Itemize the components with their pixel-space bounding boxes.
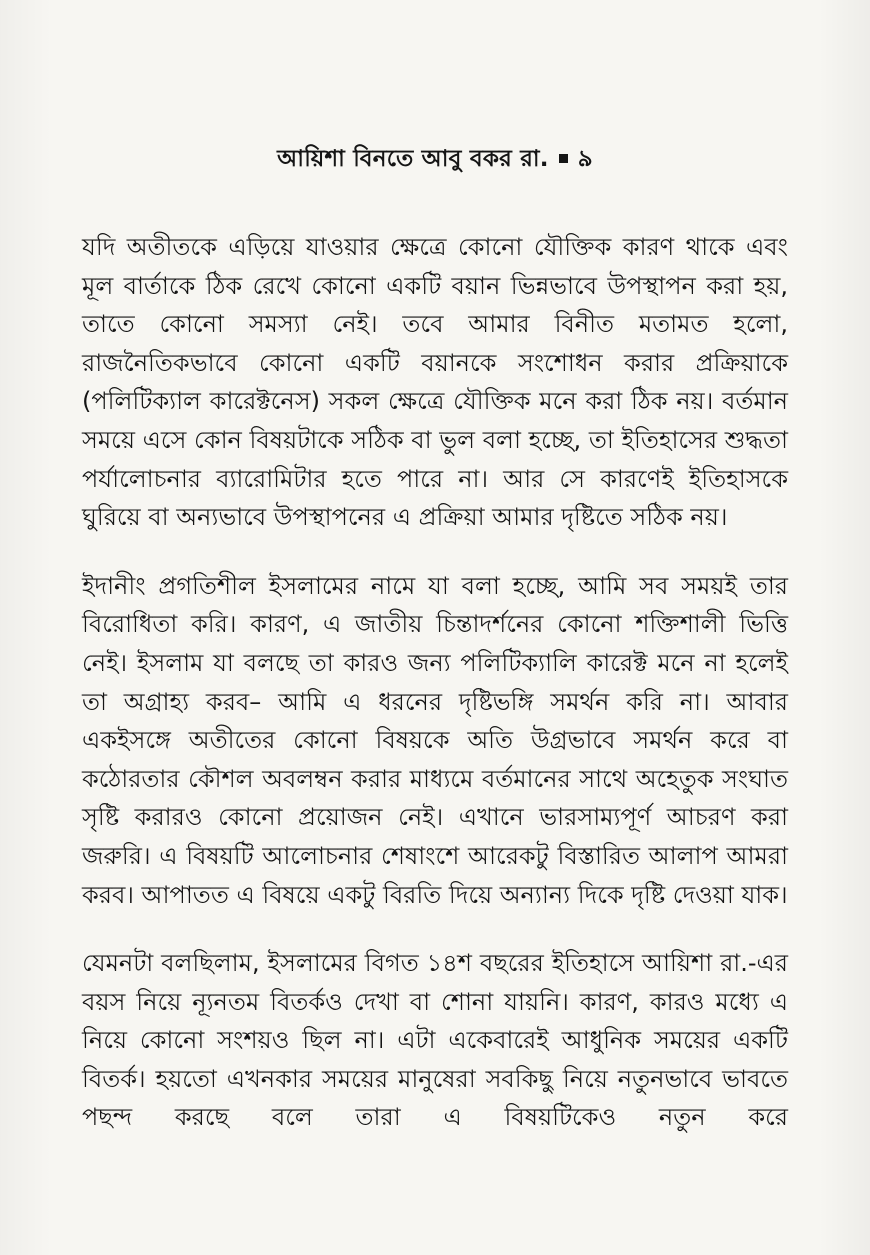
paragraph-2: ইদানীং প্রগতিশীল ইসলামের নামে যা বলা হচ্ছে, আমি সব সময়ই তার বিরোধিতা করি। কারণ, এ জাতীয় চিন্তাদর্শনের কোনো শক্তিশালী ভিত্তি নেই। ইসলাম যা বলছে তা কারও জন্য পলিটিক্যালি কারেক্ট মনে না হলেই তা অগ্রাহ্য করব– আমি এ ধরনের দৃষ্টিভঙ্গি সমর্থন করি না। আবার একইসঙ্গে অতীতের কোনো বিষয়কে অতি উগ্রভাবে সমর্থন করে বা কঠোরতার কৌশল অবলম্বন করার মাধ্যমে বর্তমানের সাথে অহেতুক সংঘাত সৃষ্টি করারও কোনো প্রয়োজন নেই। এখানে ভারসাম্যপূর্ণ আচরণ করা জরুরি। এ বিষয়টি আলোচনার শেষাংশে আরেকটু বিস্তারিত আলাপ আমরা করব। আপাতত এ বিষয়ে একটু বিরতি দিয়ে অন্যান্য দিকে দৃষ্টি দেওয়া যাক। xyxy=(82,571,788,909)
running-title: আয়িশা বিনতে আবু বকর রা. xyxy=(277,146,549,172)
body-text xyxy=(82,228,788,1167)
square-separator-icon xyxy=(559,154,568,163)
paragraph-1: যদি অতীতকে এড়িয়ে যাওয়ার ক্ষেত্রে কোনো যৌক্তিক কারণ থাকে এবং মূল বার্তাকে ঠিক রেখে কোনো একটি বয়ান ভিন্নভাবে উপস্থাপন করা হয়, তাতে কোনো সমস্যা নেই। তবে আমার বিনীত মতামত হলো, রাজনৈতিকভাবে কোনো একটি বয়ানকে সংশোধন করার প্রক্রিয়াকে (পলিটিক্যাল কারেক্টনেস) সকল ক্ষেত্রে যৌক্তিক মনে করা ঠিক নয়। বর্তমান সময়ে এসে কোন বিষয়টাকে সঠিক বা ভুল বলা হচ্ছে, তা ইতিহাসের শুদ্ধতা পর্যালোচনার ব্যারোমিটার হতে পারে না। আর সে কারণেই ইতিহাসকে ঘুরিয়ে বা অন্যভাবে উপস্থাপনের এ প্রক্রিয়া আমার দৃষ্টিতে সঠিক নয়। xyxy=(82,233,788,532)
page-number: ৯ xyxy=(577,146,593,172)
paragraph-3: যেমনটা বলছিলাম, ইসলামের বিগত ১৪শ বছরের ইতিহাসে আয়িশা রা.-এর বয়স নিয়ে ন্যূনতম বিতর্কও দেখা বা শোনা যায়নি। কারণ, কারও মধ্যে এ নিয়ে কোনো সংশয়ও ছিল না। এটা একেবারেই আধুনিক সময়ের একটি বিতর্ক। হয়তো এখনকার সময়ের মানুষেরা সবকিছু নিয়ে নতুনভাবে ভাবতে পছন্দ করছে বলে তারা এ বিষয়টিকেও নতুন করে xyxy=(82,949,788,1132)
running-header xyxy=(0,140,870,179)
